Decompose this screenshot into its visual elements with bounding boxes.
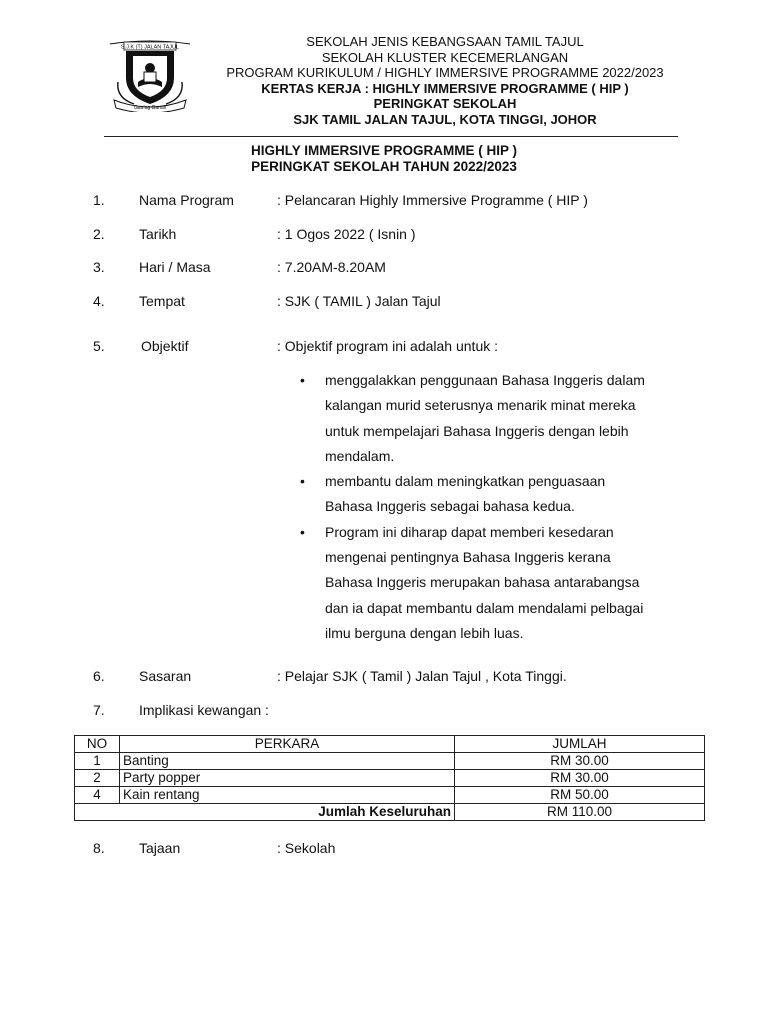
item-label: Hari / Masa — [139, 259, 211, 275]
item-row — [0, 838, 768, 858]
total-value: RM 110.00 — [455, 804, 705, 821]
bullet-icon: • — [300, 523, 305, 540]
item-label: Tarikh — [139, 226, 177, 242]
item-value: : Objektif program ini adalah untuk : — [277, 338, 499, 354]
item-number: 7. — [93, 702, 105, 718]
table-header-row — [75, 736, 705, 753]
item-label: Tajaan — [139, 840, 181, 856]
item-label: Implikasi kewangan : — [139, 702, 269, 718]
item-value: : SJK ( TAMIL ) Jalan Tajul — [277, 293, 441, 309]
item-row — [0, 224, 768, 244]
table-row: 4 Kain rentang RM 50.00 — [75, 787, 705, 804]
bullet-icon: • — [300, 473, 305, 490]
col-header-jumlah: JUMLAH — [455, 736, 705, 753]
table-row: 2 Party popper RM 30.00 — [75, 770, 705, 787]
school-crest-logo — [104, 38, 196, 112]
header-school-name: SEKOLAH JENIS KEBANGSAAN TAMIL TAJUL — [306, 34, 584, 49]
item-value: : Pelajar SJK ( Tamil ) Jalan Tajul , Kota Tinggi. — [277, 668, 567, 684]
header-level: PERINGKAT SEKOLAH — [373, 96, 517, 111]
item-label: Sasaran — [139, 668, 192, 684]
item-row — [0, 190, 768, 210]
header-program: PROGRAM KURIKULUM / HIGHLY IMMERSIVE PROGRAMME 2022/2023 — [226, 65, 664, 80]
item-row — [0, 666, 768, 686]
item-label: Tempat — [139, 293, 185, 309]
header-address: SJK TAMIL JALAN TAJUL, KOTA TINGGI, JOHOR — [293, 112, 597, 127]
item-number: 5. — [93, 338, 105, 354]
item-label: Nama Program — [139, 192, 234, 208]
table-row: 1 Banting RM 30.00 — [75, 753, 705, 770]
logo-top-text: S.J.K (T) JALAN TAJUL — [120, 44, 180, 51]
list-item: • membantu dalam meningkatkan penguasaan Bahasa Inggeris sebagai bahasa kedua. — [300, 469, 700, 520]
item-row — [0, 336, 768, 356]
header-paper-title: KERTAS KERJA : HIGHLY IMMERSIVE PROGRAMME ( HIP ) — [261, 81, 629, 96]
item-number: 3. — [93, 259, 105, 275]
item-value: : 7.20AM-8.20AM — [277, 259, 386, 275]
item-number: 1. — [93, 192, 105, 208]
item-number: 2. — [93, 226, 105, 242]
document-subtitle: PERINGKAT SEKOLAH TAHUN 2022/2023 — [251, 159, 517, 174]
item-number: 6. — [93, 668, 105, 684]
total-label: Jumlah Keseluruhan — [75, 804, 455, 821]
header-cluster: SEKOLAH KLUSTER KECEMERLANGAN — [321, 50, 569, 65]
finance-table — [74, 735, 705, 821]
bullet-icon: • — [300, 372, 305, 388]
item-number: 8. — [93, 840, 105, 856]
list-item: • Program ini diharap dapat memberi kesedaran mengenai pentingnya Bahasa Inggeris kerana Bahasa Inggeris merupakan bahasa antarabangsa dan ia dapat membantu dalam mendalami pelbagai ilmu berguna dengan lebih luas. — [300, 520, 700, 646]
logo-motto: Ꮐaa!ag Ꮐanall — [133, 105, 167, 111]
item-row — [0, 257, 768, 277]
item-value: : Pelancaran Highly Immersive Programme ( HIP ) — [277, 192, 588, 208]
col-header-perkara: PERKARA — [120, 736, 455, 753]
item-number: 4. — [93, 293, 105, 309]
table-total-row — [75, 804, 705, 821]
item-row — [0, 700, 768, 720]
item-value: : Sekolah — [277, 840, 336, 856]
item-value: : 1 Ogos 2022 ( Isnin ) — [277, 226, 416, 242]
document-title: HIGHLY IMMERSIVE PROGRAMME ( HIP ) — [250, 143, 518, 158]
item-label: Objektif — [141, 338, 189, 354]
objectives-list — [300, 368, 700, 646]
header-divider — [104, 136, 678, 137]
item-row — [0, 291, 768, 311]
logo-year: 1957 — [144, 97, 156, 103]
list-item: • menggalakkan penggunaan Bahasa Inggeris dalam kalangan murid seterusnya menarik minat mereka untuk mempelajari Bahasa Inggeris dengan lebih mendalam. — [300, 368, 700, 469]
col-header-no: NO — [75, 736, 120, 753]
